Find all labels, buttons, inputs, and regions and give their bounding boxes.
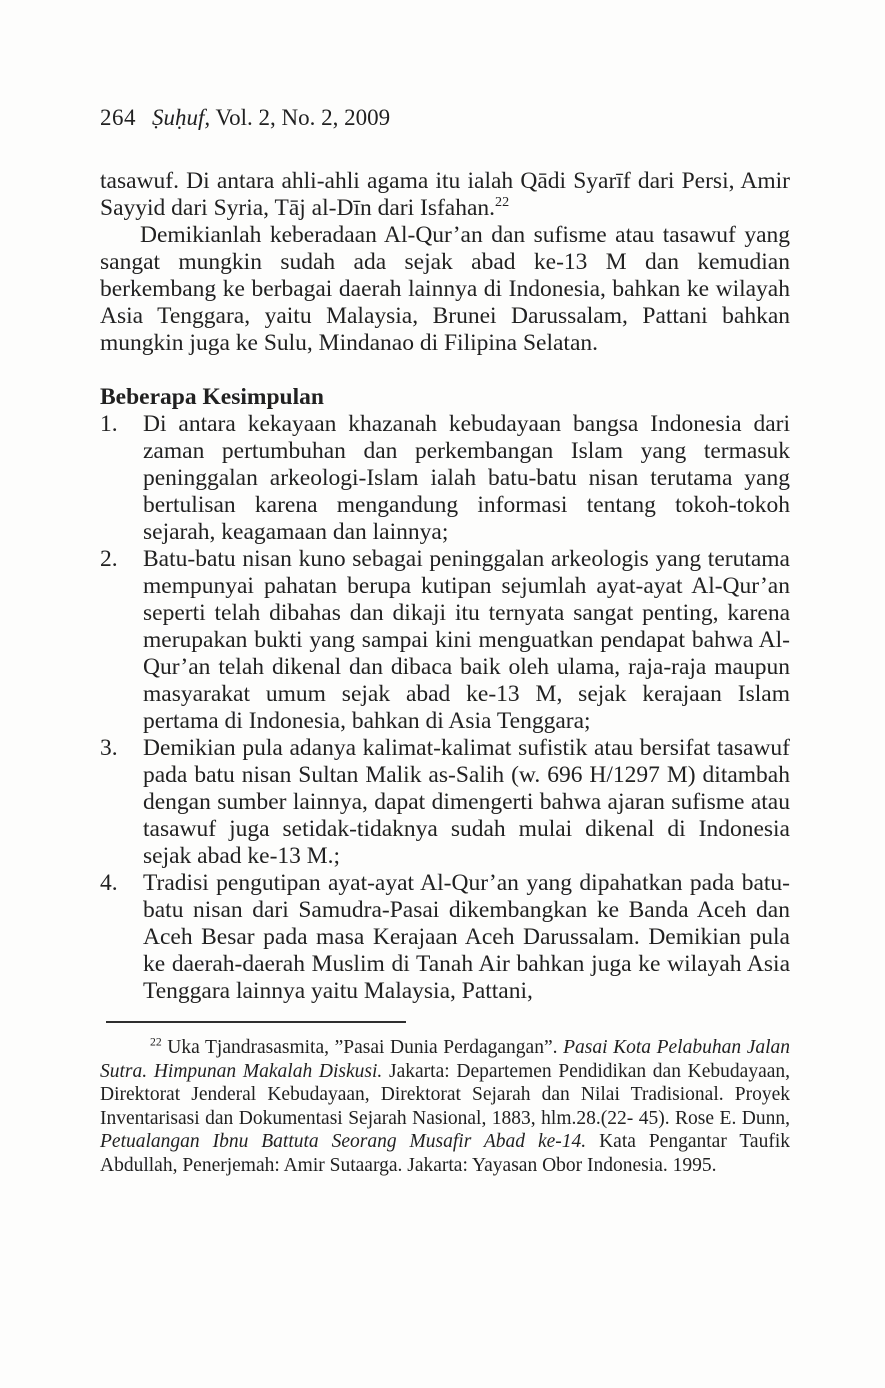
list-item-text: Demikian pula adanya kalimat-kalimat sufistik atau bersifat tasawuf pada batu nisan Sultan Malik as-Salih (w. 696 H/1297 M) ditambah dengan sumber lainnya, dapat dimengerti bahwa ajaran sufisme atau tasawuf juga setidak-tidaknya sudah mulai dikenal di Indonesia sejak abad ke-13 M.; — [143, 735, 790, 869]
page-number: 264 — [100, 105, 136, 130]
issue-info: Vol. 2, No. 2, 2009 — [215, 105, 391, 130]
list-item-number: 4. — [100, 870, 118, 896]
paragraph-1-text: tasawuf. Di antara ahli-ahli agama itu ialah Qādi Syarīf dari Persi, Amir Sayyid dari Syria, Tāj al-Dīn dari Isfahan. — [100, 168, 790, 221]
list-item — [100, 735, 790, 870]
journal-title: Ṣuḥuf, — [152, 105, 211, 130]
footnote-segment: Jakarta: Departemen Pendidikan dan Kebudayaan, Direktorat Jenderal Kebudayaan, Direktorat Sejarah dan Nilai Tradisional. Proyek Inventarisasi dan Dokumentasi Sejarah Nasional, 1883, hlm.28.(22- 45). Rose E. Dunn, — [100, 1060, 791, 1129]
footnote-marker: 22 — [150, 1035, 162, 1049]
list-item-number: 1. — [100, 411, 118, 437]
list-item-number: 2. — [100, 546, 118, 572]
footnote-segment-italic: Petualangan Ibnu Battuta Seorang Musafir Abad ke-14. — [100, 1131, 587, 1152]
footnote-separator-rule — [106, 1021, 406, 1023]
list-item — [100, 546, 790, 735]
list-item-text: Tradisi pengutipan ayat-ayat Al-Qur’an yang dipahatkan pada batu-batu nisan dari Samudra-Pasai dikembangkan ke Banda Aceh dan Aceh Besar pada masa Kerajaan Aceh Darussalam. Demikian pula ke daerah-daerah Muslim di Tanah Air bahkan juga ke wilayah Asia Tenggara lainnya yaitu Malaysia, Pattani, — [143, 870, 790, 1004]
list-item-text: Batu-batu nisan kuno sebagai peninggalan arkeologis yang terutama mempunyai pahatan berupa kutipan sejumlah ayat-ayat Al-Qur’an seperti telah dibahas dan dikaji itu ternyata sangat penting, karena merupakan bukti yang sampai kini menguatkan pendapat bahwa Al-Qur’an telah dikenal dan dibaca baik oleh ulama, raja-raja maupun masyarakat umum sejak abad ke-13 M, sejak kerajaan Islam pertama di Indonesia, bahkan di Asia Tenggara; — [143, 546, 790, 734]
footnote-22 — [100, 1036, 790, 1177]
section-heading: Beberapa Kesimpulan — [100, 384, 324, 410]
list-item-text: Di antara kekayaan khazanah kebudayaan bangsa Indonesia dari zaman pertumbuhan dan perkembangan Islam yang termasuk peninggalan arkeologi-Islam ialah batu-batu nisan terutama yang bertulisan karena mengandung informasi tentang tokoh-tokoh sejarah, keagamaan dan lainnya; — [143, 411, 790, 545]
list-item — [100, 411, 790, 546]
footnote-segment-italic: Pasai Kota Pelabuhan Jalan Sutra. Himpunan Makalah Diskusi. — [100, 1037, 791, 1082]
list-item — [100, 870, 790, 1005]
footnote-reference-22: 22 — [495, 194, 510, 211]
list-item-number: 3. — [100, 735, 118, 761]
body-text — [100, 168, 790, 1005]
conclusion-list — [100, 411, 790, 1005]
paragraph-2: Demikianlah keberadaan Al-Qur’an dan sufisme atau tasawuf yang sangat mungkin sudah ada sejak abad ke-13 M dan kemudian berkembang ke berbagai daerah lainnya di Indonesia, bahkan ke wilayah Asia Tenggara, yaitu Malaysia, Brunei Darussalam, Pattani bahkan mungkin juga ke Sulu, Mindanao di Filipina Selatan. — [100, 222, 790, 356]
running-head — [100, 104, 790, 131]
footnote-segment: Uka Tjandrasasmita, ”Pasai Dunia Perdagangan”. — [167, 1037, 558, 1058]
footnote-segment: Kata Pengantar Taufik Abdullah, Penerjemah: Amir Sutaarga. Jakarta: Yayasan Obor Indonesia. 1995. — [100, 1131, 791, 1176]
paragraph-continuation — [100, 168, 790, 222]
footnote-area — [100, 1021, 790, 1177]
